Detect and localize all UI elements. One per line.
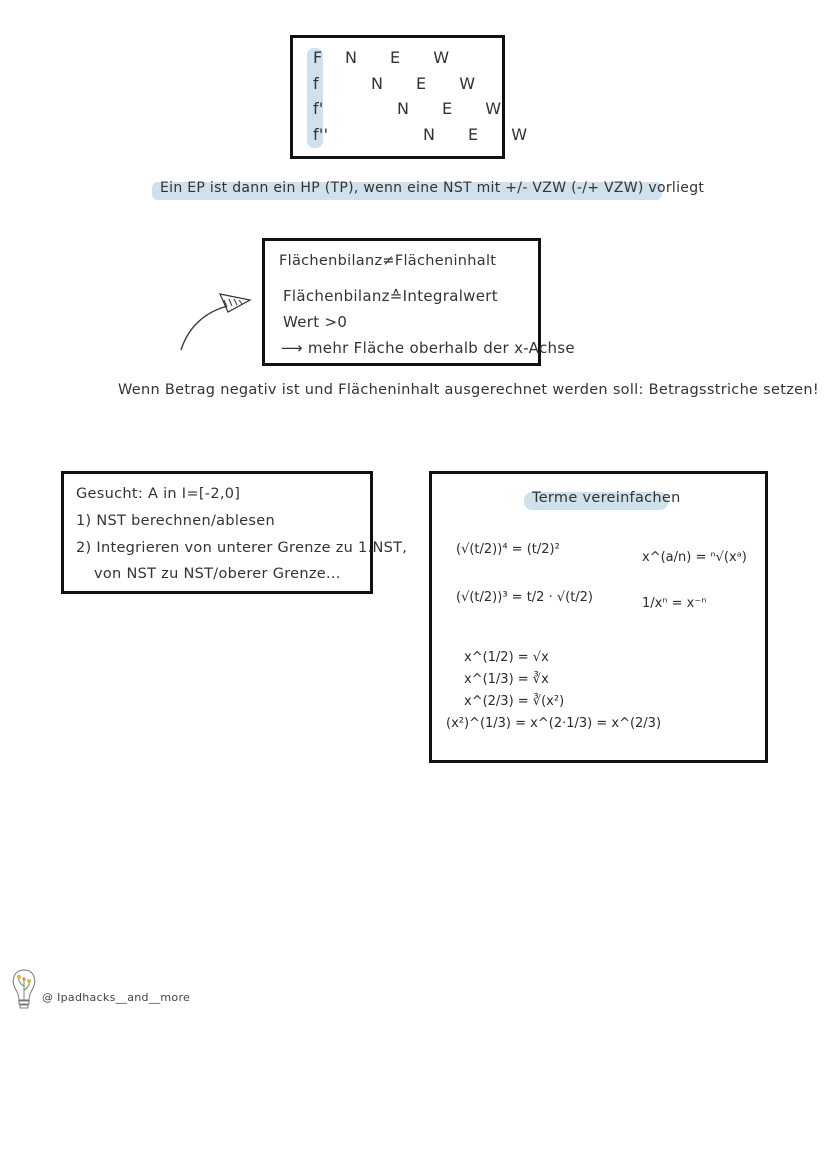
terms-box (429, 471, 768, 763)
new-row-function: f' (313, 99, 324, 118)
curved-arrow-icon (176, 290, 256, 354)
lightbulb-plant-icon (10, 968, 38, 1018)
area-balance-box (262, 238, 575, 366)
new-row-letters: N E W (397, 99, 516, 118)
terms-title: Terme vereinfachen (532, 490, 681, 506)
formula-cbrt: x^(1/3) = ∛x (464, 672, 549, 687)
formula-negative-exponent: 1/xⁿ = x⁻ⁿ (642, 596, 707, 611)
formula-cbrt-square: x^(2/3) = ∛(x²) (464, 694, 565, 709)
new-row-function: F (313, 48, 323, 67)
formula-fraction-exponent: x^(a/n) = ⁿ√(xᵃ) (642, 550, 747, 565)
area-line-2: Flächenbilanz≙Integralwert (283, 287, 498, 305)
new-row-letters: N E W (423, 125, 542, 144)
credit-handle: @ Ipadhacks__and__more (42, 991, 191, 1004)
new-row-function: f (313, 74, 319, 93)
new-row-letters: N E W (345, 48, 464, 67)
area-line-3: Wert >0 (283, 313, 348, 331)
new-row-function: f'' (313, 125, 329, 144)
search-line-4: von NST zu NST/oberer Grenze... (94, 566, 341, 582)
search-line-3: 2) Integrieren von unterer Grenze zu 1.NST, (76, 540, 408, 556)
formula-root-power-4: (√(t/2))⁴ = (t/2)² (456, 542, 560, 557)
area-line-4 (281, 339, 575, 357)
search-line-1: Gesucht: A in I=[-2,0] (76, 486, 241, 502)
formula-sqrt: x^(1/2) = √x (464, 650, 549, 665)
formula-power-of-power: (x²)^(1/3) = x^(2·1/3) = x^(2/3) (446, 716, 662, 731)
area-line-1: Flächenbilanz≠Flächeninhalt (279, 253, 497, 269)
area-line-4-text: mehr Fläche oberhalb der x-Achse (307, 339, 575, 357)
search-line-2: 1) NST berechnen/ablesen (76, 513, 275, 529)
right-arrow-icon: ⟶ (281, 339, 303, 357)
ep-sentence: Ein EP ist dann ein HP (TP), wenn eine NST mit +/- VZW (-/+ VZW) vorliegt (160, 180, 705, 196)
new-table-box (290, 35, 542, 159)
betrag-note: Wenn Betrag negativ ist und Flächeninhalt ausgerechnet werden soll: Betragsstriche setzen! (118, 382, 819, 398)
search-box (61, 471, 408, 594)
formula-root-power-3: (√(t/2))³ = t/2 · √(t/2) (456, 590, 594, 605)
new-row-letters: N E W (371, 74, 490, 93)
